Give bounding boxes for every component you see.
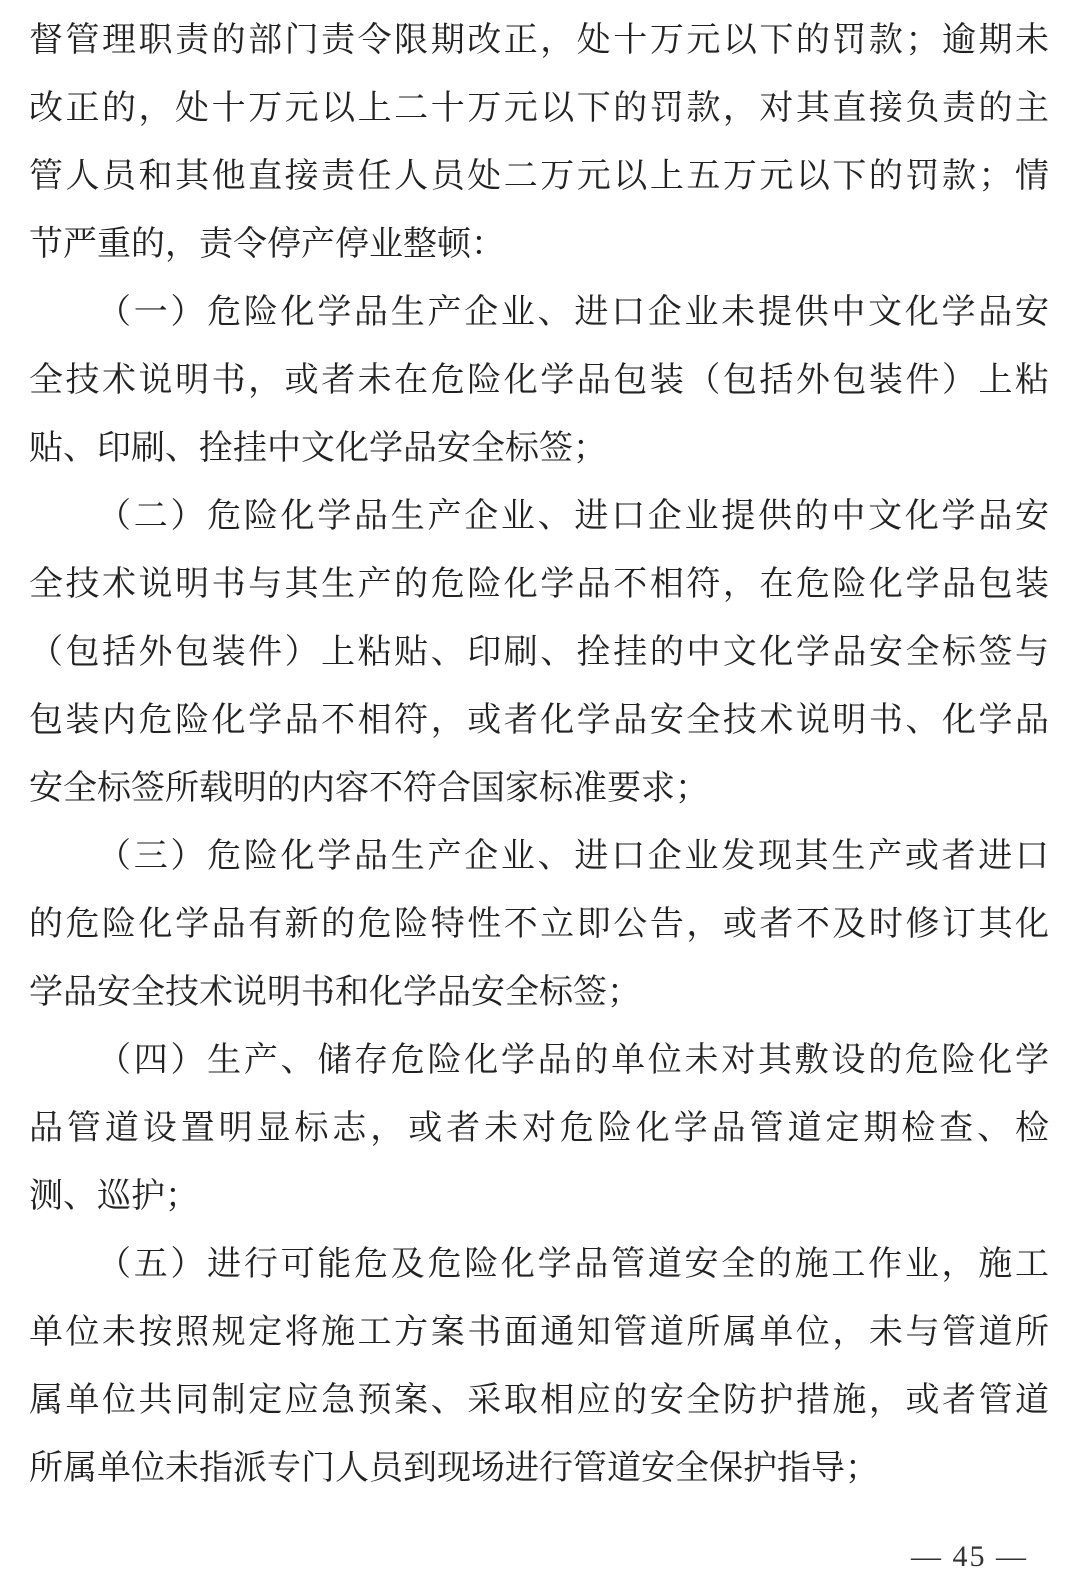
text-line: 所属单位未指派专门人员到现场进行管道安全保护指导； <box>29 1448 879 1488</box>
document-body <box>29 6 1049 1502</box>
text-line: （三）危险化学品生产企业、进口企业发现其生产或者进口 <box>97 836 1049 876</box>
text-line: 贴、印刷、拴挂中文化学品安全标签； <box>29 428 607 468</box>
text-line: 学品安全技术说明书和化学品安全标签； <box>29 972 641 1012</box>
text-line: 全技术说明书，或者未在危险化学品包装（包括外包装件）上粘 <box>29 360 1049 400</box>
text-line: 改正的，处十万元以上二十万元以下的罚款，对其直接负责的主 <box>29 88 1049 128</box>
page-number: — 45 — <box>911 1540 1028 1573</box>
text-line: （二）危险化学品生产企业、进口企业提供的中文化学品安 <box>97 496 1049 536</box>
text-line: 属单位共同制定应急预案、采取相应的安全防护措施，或者管道 <box>29 1380 1049 1420</box>
text-line: （四）生产、储存危险化学品的单位未对其敷设的危险化学 <box>97 1040 1049 1080</box>
text-line: （一）危险化学品生产企业、进口企业未提供中文化学品安 <box>97 292 1049 332</box>
text-line: 督管理职责的部门责令限期改正，处十万元以下的罚款；逾期未 <box>29 20 1049 60</box>
text-line: 测、巡护； <box>29 1176 199 1216</box>
text-line: 品管道设置明显标志，或者未对危险化学品管道定期检查、检 <box>29 1108 1049 1148</box>
text-line: 节严重的，责令停产停业整顿： <box>29 224 505 264</box>
text-line: 全技术说明书与其生产的危险化学品不相符，在危险化学品包装 <box>29 564 1049 604</box>
text-lines <box>29 6 1049 1502</box>
text-line: 单位未按照规定将施工方案书面通知管道所属单位，未与管道所 <box>29 1312 1049 1352</box>
text-line: 安全标签所载明的内容不符合国家标准要求； <box>29 768 709 808</box>
text-line: 包装内危险化学品不相符，或者化学品安全技术说明书、化学品 <box>29 700 1049 740</box>
text-line: 管人员和其他直接责任人员处二万元以上五万元以下的罚款；情 <box>29 156 1049 196</box>
text-line: 的危险化学品有新的危险特性不立即公告，或者不及时修订其化 <box>29 904 1049 944</box>
text-line: （包括外包装件）上粘贴、印刷、拴挂的中文化学品安全标签与 <box>29 632 1049 672</box>
text-line: （五）进行可能危及危险化学品管道安全的施工作业，施工 <box>97 1244 1049 1284</box>
